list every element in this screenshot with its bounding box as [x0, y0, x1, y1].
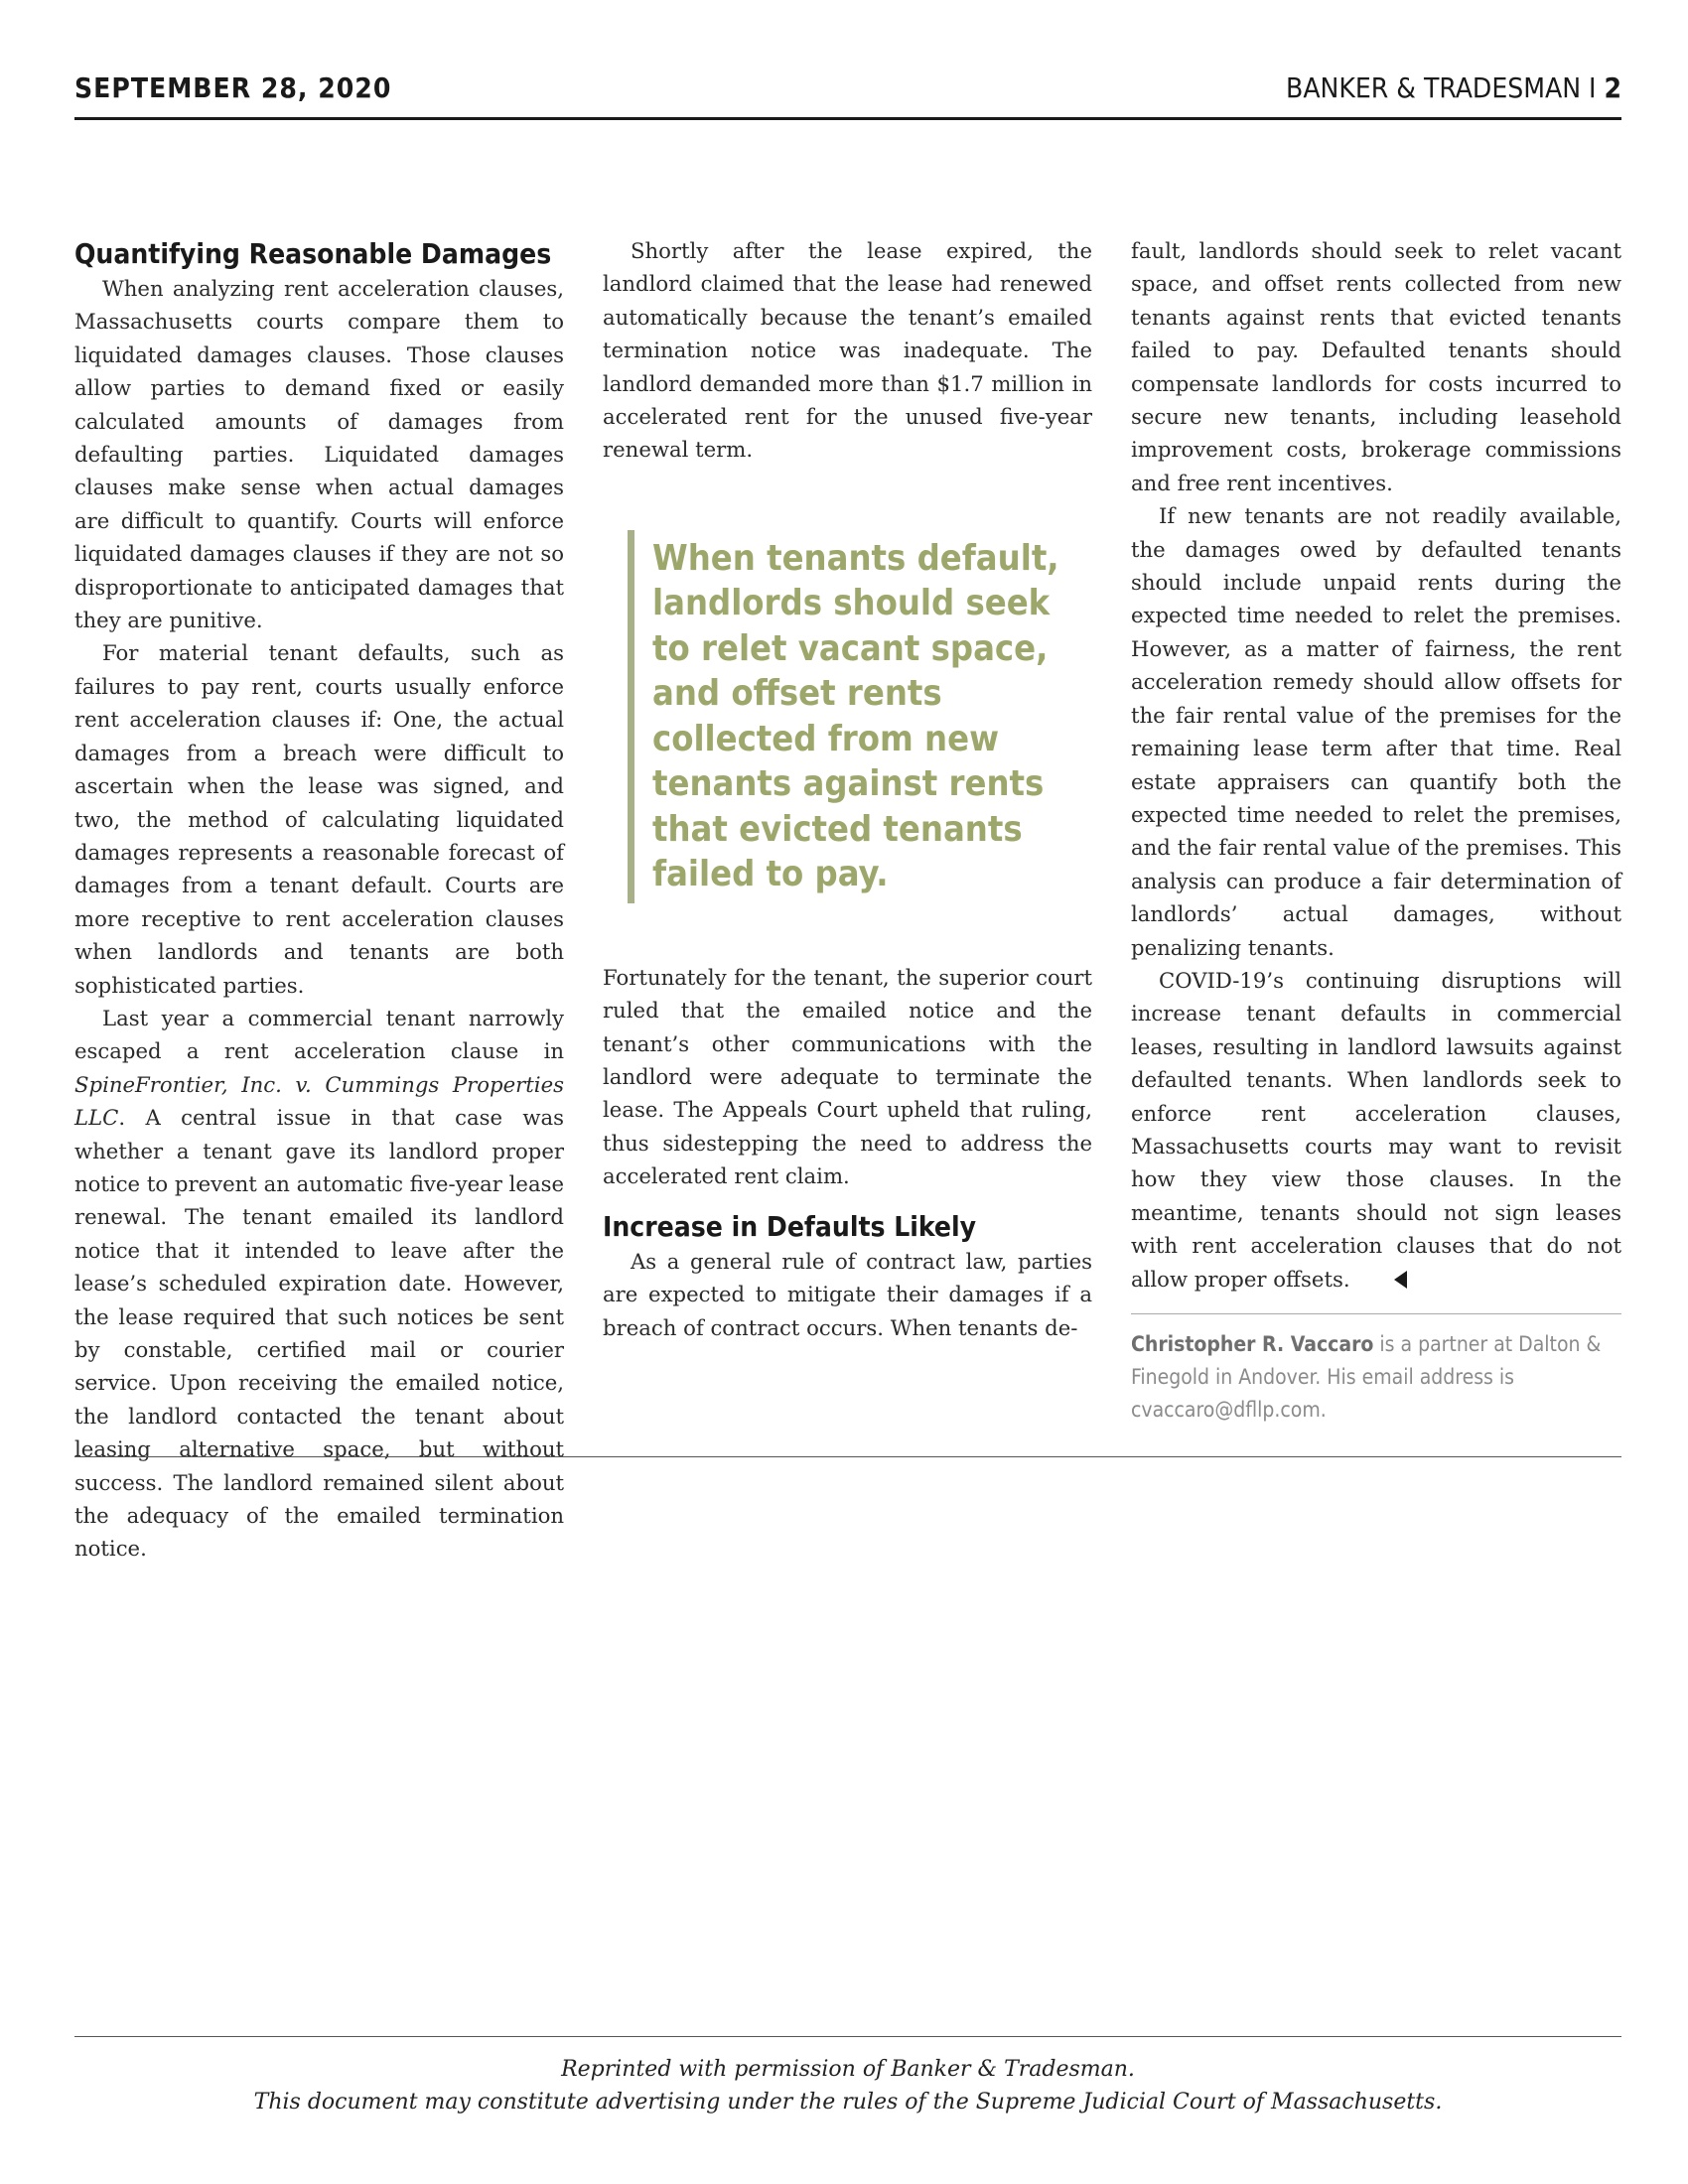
article-column-2	[603, 234, 1092, 1344]
pull-quote: When tenants default, landlords should seek to relet vacant space, and offset rents collected from new tenants against rents that evicted tenants failed to pay.	[628, 530, 1092, 903]
author-bio	[1131, 1313, 1621, 1427]
issue-date: SEPTEMBER 28, 2020	[74, 71, 392, 104]
paragraph: As a general rule of contract law, parties are expected to mitigate their damages if a breach of contract occurs. When tenants de-	[603, 1248, 1092, 1340]
end-of-article-icon	[1394, 1271, 1407, 1289]
publication-masthead	[1286, 71, 1621, 104]
advertising-disclaimer: This document may constitute advertising under the rules of the Supreme Judicial Court of Massachusetts.	[253, 2090, 1443, 2115]
paragraph	[74, 1002, 564, 1566]
paragraph: Shortly after the lease expired, the landlord claimed that the lease had renewed automatically because the tenant’s emailed termination notice was inadequate. The landlord demanded more than $1.7 million in accelerated rent for the unused five-year renewal term.	[603, 238, 1092, 463]
section-heading: Quantifying Reasonable Damages	[74, 237, 552, 270]
case-name: SpineFrontier, Inc. v. Cummings Properties LLC	[74, 1071, 564, 1131]
paragraph-text: . A central issue in that case was whether a tenant gave its landlord proper notice to prevent an automatic five-year lease renewal. The tenant emailed its landlord notice that it intended to leave after the lease’s scheduled expiration date. However, the lease required that such notices be sent by constable, certified mail or courier service. Upon receiving the emailed notice, the landlord contacted the tenant about leasing alternative space, but without success. The landlord remained silent about the adequacy of the emailed termination notice.	[74, 1105, 564, 1562]
page-footer	[74, 2053, 1621, 2118]
section-heading: Increase in Defaults Likely	[603, 1209, 977, 1243]
article-column-1	[74, 234, 564, 1566]
paragraph	[1131, 964, 1621, 1296]
article-column-3	[1131, 234, 1621, 1427]
section-divider	[74, 1456, 1621, 1457]
paragraph: fault, landlords should seek to relet vacant space, and offset rents collected from new tenants against rents that evicted tenants failed to pay. Defaulted tenants should compensate landlords for costs incurred to secure new tenants, including leasehold improvement costs, brokerage commissions and free rent incentives.	[1131, 238, 1621, 495]
paragraph: If new tenants are not readily available, the damages owed by defaulted tenants should include unpaid rents during the expected time needed to relet the premises. However, as a matter of fairness, the rent acceleration remedy should allow offsets for the fair rental value of the premises for the remaining lease term after that time. Real estate appraisers can quantify both the expected time needed to relet the premises, and the fair rental value of the premises. This analysis can produce a fair determination of landlords’ actual damages, without penalizing tenants.	[1131, 503, 1621, 960]
paragraph-text: Last year a commercial tenant narrowly escaped a rent acceleration clause in	[74, 1005, 564, 1064]
footer-divider	[74, 2036, 1621, 2037]
reprint-notice: Reprinted with permission of Banker & Tradesman.	[561, 2057, 1135, 2082]
header-separator: I	[1581, 71, 1605, 104]
paragraph: Fortunately for the tenant, the superior court ruled that the emailed notice and the tenant’s other communications with the landlord were adequate to terminate the lease. The Appeals Court upheld that ruling, thus sidestepping the need to address the accelerated rent claim.	[603, 964, 1092, 1189]
author-name: Christopher R. Vaccaro	[1131, 1332, 1374, 1356]
paragraph: For material tenant defaults, such as failures to pay rent, courts usually enforce rent acceleration clauses if: One, the actual damages from a breach were difficult to ascertain when the lease was signed, and two, the method of calculating liquidated damages represents a reasonable forecast of damages from a tenant default. Courts are more receptive to rent acceleration clauses when landlords and tenants are both sophisticated parties.	[74, 640, 564, 998]
page-number: 2	[1604, 71, 1621, 104]
page-header	[74, 66, 1621, 120]
publication-name: BANKER & TRADESMAN	[1286, 71, 1582, 104]
paragraph: When analyzing rent acceleration clauses, Massachusetts courts compare them to liquidated damages clauses. Those clauses allow parties to demand fixed or easily calculated amounts of damages from defaulting parties. Liquidated damages clauses make sense when actual damages are difficult to quantify. Courts will enforce liquidated damages clauses if they are not so disproportionate to anticipated damages that they are punitive.	[74, 276, 564, 633]
paragraph-text: COVID-19’s continuing disruptions will increase tenant defaults in commercial leases, resulting in landlord lawsuits against defaulted tenants. When landlords seek to enforce rent acceleration clauses, Massachusetts courts may want to revisit how they view those clauses. In the meantime, tenants should not sign leases with rent acceleration clauses that do not allow proper offsets.	[1131, 967, 1621, 1292]
author-bio-text: is a partner at Dalton & Finegold in Andover. His email address is cvaccaro@dfllp.com.	[1131, 1332, 1602, 1422]
